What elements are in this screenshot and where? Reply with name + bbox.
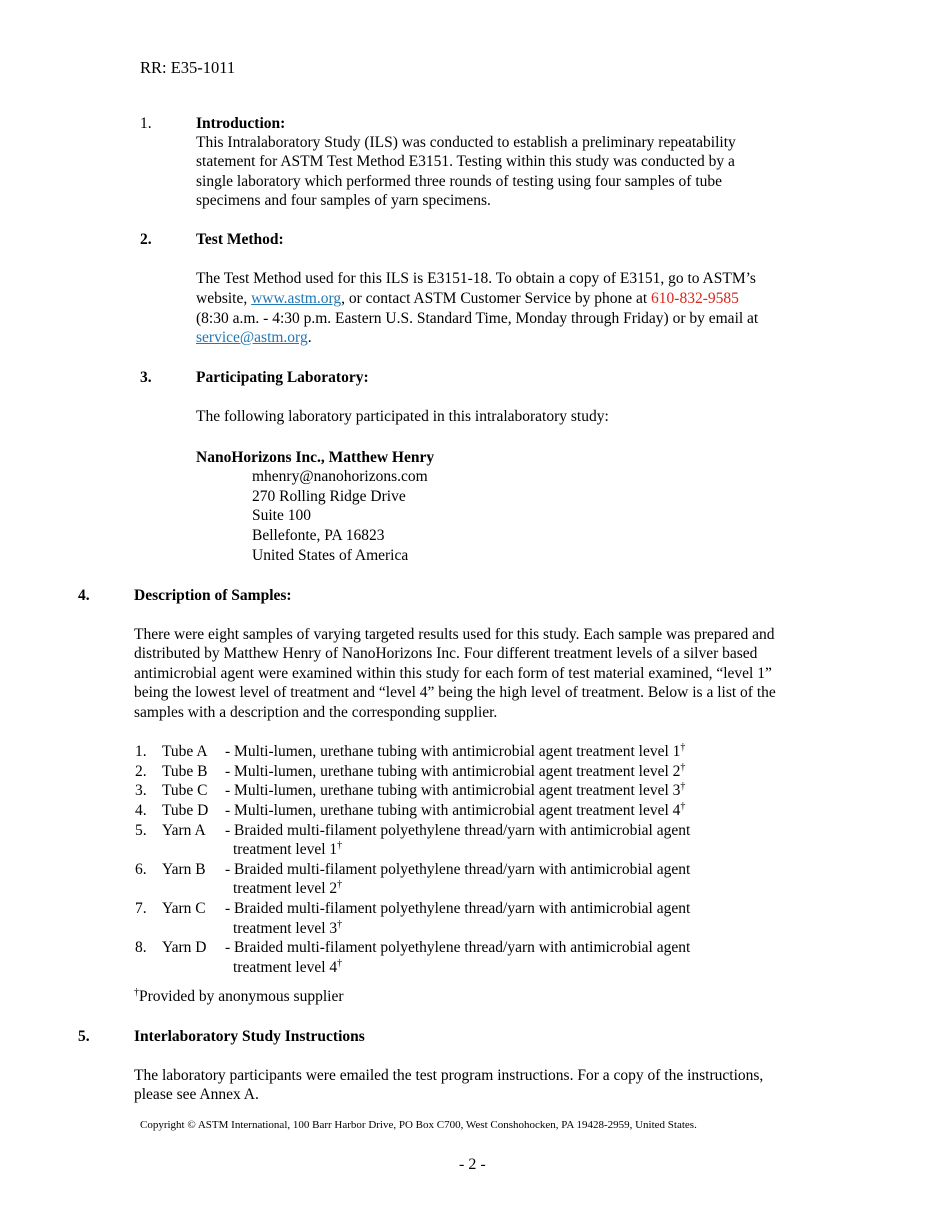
sample-name: Yarn C [162,900,206,917]
sample-name: Yarn A [162,822,206,839]
sample-name: Tube A [162,743,208,760]
footnote-mark: † [134,987,139,998]
paragraph-line: The Test Method used for this ILS is E3151-18. To obtain a copy of E3151, go to ASTM’s [196,270,756,287]
sample-name: Yarn D [162,939,207,956]
sample-description-continued [233,958,342,978]
paragraph-line: statement for ASTM Test Method E3151. Testing within this study was conducted by a [196,153,735,170]
supplier-mark: † [680,742,686,753]
supplier-mark: † [337,958,343,969]
copyright-notice: Copyright © ASTM International, 100 Barr Harbor Drive, PO Box C700, West Conshohocken, PA 19428-2959, United States. [140,1119,697,1131]
paragraph-line [196,289,739,309]
sample-description: - Braided multi-filament polyethylene thread/yarn with antimicrobial agent [225,822,691,839]
sample-description: - Braided multi-filament polyethylene thread/yarn with antimicrobial agent [225,900,691,917]
text-run: , or contact ASTM Customer Service by phone at [341,290,652,307]
treatment-level: treatment level 4 [233,959,338,976]
treatment-level: treatment level 3 [233,920,338,937]
section-number: 3. [140,369,152,386]
section-number: 4. [78,587,90,604]
lab-email: mhenry@nanohorizons.com [252,468,428,485]
address-line: Suite 100 [252,507,311,524]
list-number: 5. [135,822,147,839]
supplier-mark: † [337,840,343,851]
list-number: 1. [135,743,147,760]
supplier-mark: † [680,781,686,792]
paragraph-line: There were eight samples of varying targeted results used for this study. Each sample was prepared and [134,626,775,643]
paragraph-line: single laboratory which performed three rounds of testing using four samples of tube [196,173,723,190]
list-number: 6. [135,861,147,878]
supplier-mark: † [337,879,343,890]
text-run: website, [196,290,252,307]
paragraph-line: The following laboratory participated in this intralaboratory study: [196,408,609,425]
page-number: - 2 - [459,1156,486,1173]
sample-description: - Braided multi-filament polyethylene thread/yarn with antimicrobial agent [225,861,691,878]
paragraph-line: distributed by Matthew Henry of NanoHorizons Inc. Four different treatment levels of a silver based [134,645,758,662]
footnote-text: Provided by anonymous supplier [139,988,344,1005]
phone-number-link[interactable]: 610-832-9585 [651,290,739,307]
paragraph-line: please see Annex A. [134,1086,259,1103]
sample-description-continued [233,840,342,860]
list-number: 8. [135,939,147,956]
sample-description: - Multi-lumen, urethane tubing with antimicrobial agent treatment level 3 [225,782,681,799]
section-number: 1. [140,115,152,132]
document-id: RR: E35-1011 [140,58,236,77]
list-number: 2. [135,763,147,780]
paragraph-line: antimicrobial agent were examined within this study for each form of test material examined, “level 1” [134,665,772,682]
paragraph-line: This Intralaboratory Study (ILS) was conducted to establish a preliminary repeatability [196,134,736,151]
address-line: Bellefonte, PA 16823 [252,527,385,544]
supplier-mark: † [680,801,686,812]
list-number: 3. [135,782,147,799]
paragraph-line: specimens and four samples of yarn specimens. [196,192,491,209]
paragraph-line [196,328,312,348]
sample-name: Tube D [162,802,209,819]
address-line: United States of America [252,547,409,564]
section-title: Description of Samples: [134,587,292,604]
treatment-level: treatment level 1 [233,841,338,858]
section-title: Interlaboratory Study Instructions [134,1028,365,1045]
treatment-level: treatment level 2 [233,880,338,897]
section-title: Test Method: [196,231,284,248]
sample-name: Tube B [162,763,208,780]
section-number: 2. [140,231,152,248]
list-number: 7. [135,900,147,917]
sample-description: - Multi-lumen, urethane tubing with antimicrobial agent treatment level 2 [225,763,681,780]
sample-description-continued [233,879,342,899]
section-number: 5. [78,1028,90,1045]
text-run: . [307,329,312,346]
sample-description: - Multi-lumen, urethane tubing with antimicrobial agent treatment level 4 [225,802,681,819]
sample-description-continued [233,919,342,939]
sample-name: Tube C [162,782,208,799]
paragraph-line: being the lowest level of treatment and “level 4” being the high level of treatment. Below is a list of the [134,684,776,701]
sample-description: - Multi-lumen, urethane tubing with antimicrobial agent treatment level 1 [225,743,681,760]
supplier-mark: † [337,919,343,930]
paragraph-line: (8:30 a.m. - 4:30 p.m. Eastern U.S. Standard Time, Monday through Friday) or by email at [196,310,759,327]
astm-website-link[interactable]: www.astm.org [251,290,342,307]
sample-name: Yarn B [162,861,206,878]
lab-name: NanoHorizons Inc., Matthew Henry [196,449,435,466]
paragraph-line: samples with a description and the corresponding supplier. [134,704,498,721]
service-email-link[interactable]: service@astm.org [196,329,308,346]
section-title: Participating Laboratory: [196,369,369,386]
footnote [134,987,344,1007]
supplier-mark: † [680,762,686,773]
sample-description: - Braided multi-filament polyethylene thread/yarn with antimicrobial agent [225,939,691,956]
paragraph-line: The laboratory participants were emailed the test program instructions. For a copy of the instructions, [134,1067,764,1084]
list-number: 4. [135,802,147,819]
section-title: Introduction: [196,115,286,132]
address-line: 270 Rolling Ridge Drive [252,488,406,505]
